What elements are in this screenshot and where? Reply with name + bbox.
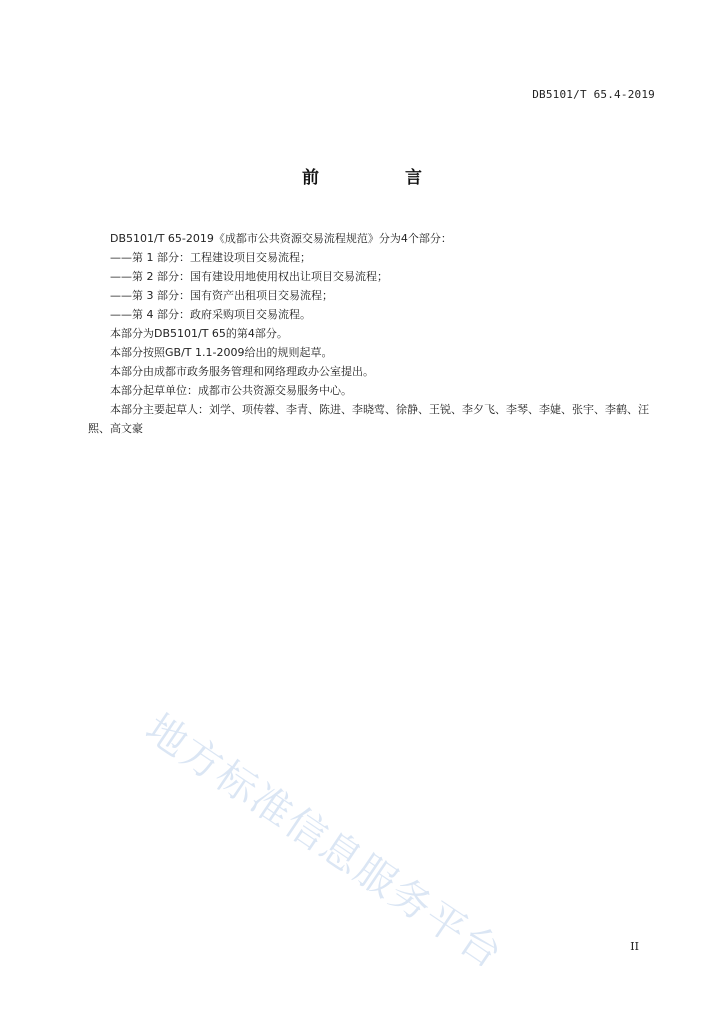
page-title: 前 言 [302, 168, 462, 188]
paragraph: 本部分起草单位：成都市公共资源交易服务中心。 [110, 384, 352, 397]
paragraph: 本部分主要起草人：刘学、项传蓉、李青、陈进、李晓莺、徐静、王锐、李夕飞、李琴、李婕、张宇、李鹤、汪熙、高文豪 [88, 403, 649, 435]
paragraph: 本部分由成都市政务服务管理和网络理政办公室提出。 [110, 365, 374, 378]
document-code: DB5101/T 65.4-2019 [532, 88, 655, 101]
paragraph: DB5101/T 65-2019《成都市公共资源交易流程规范》分为4个部分： [110, 232, 452, 245]
watermark: 地方标准信息服务平台 [137, 705, 512, 979]
page-number: II [630, 940, 639, 953]
list-item: ——第 4 部分：政府采购项目交易流程。 [110, 308, 311, 321]
body-text [88, 229, 658, 438]
paragraph: 本部分按照GB/T 1.1-2009给出的规则起草。 [110, 346, 333, 359]
list-item: ——第 2 部分：国有建设用地使用权出让项目交易流程； [110, 270, 388, 283]
list-item: ——第 1 部分：工程建设项目交易流程； [110, 251, 311, 264]
list-item: ——第 3 部分：国有资产出租项目交易流程； [110, 289, 333, 302]
paragraph: 本部分为DB5101/T 65的第4部分。 [110, 327, 288, 340]
